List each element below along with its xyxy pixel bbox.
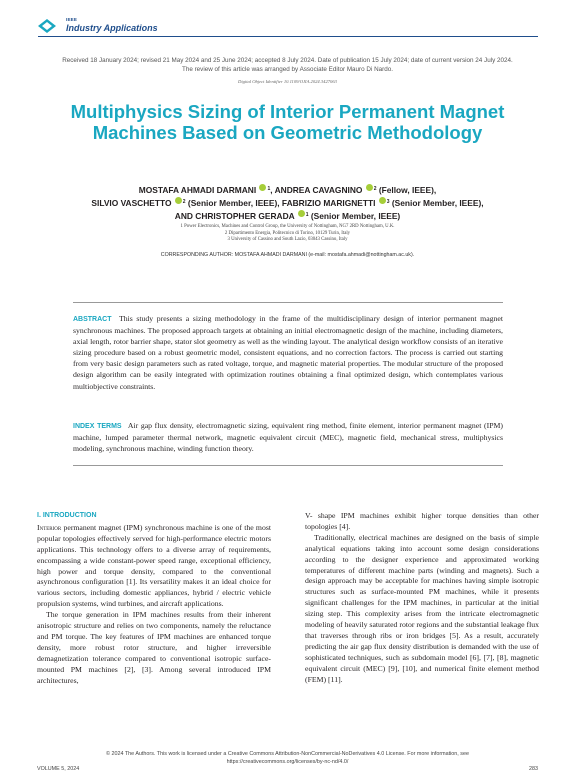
journal-publisher: IEEE xyxy=(66,17,78,22)
affiliation-line: 3 University of Cassino and South Lazio, 03043 Cassino, Italy xyxy=(227,237,348,243)
abstract-label: ABSTRACT xyxy=(73,316,112,323)
orcid-icon[interactable] xyxy=(379,197,386,204)
affiliation-sup: 2 xyxy=(373,186,377,192)
author-name: ANDREA CAVAGNINO xyxy=(274,185,363,195)
index-terms-label: INDEX TERMS xyxy=(73,423,122,430)
abstract-top-rule xyxy=(73,302,503,303)
doi-line[interactable]: Digital Object Identifier 10.1109/OJIA.2024.3427063 xyxy=(238,79,337,84)
paper-title: Multiphysics Sizing of Interior Permanent Magnet Machines Based on Geometric Methodology xyxy=(70,101,505,143)
header-divider xyxy=(38,36,538,37)
author-name: MOSTAFA AHMADI DARMANI xyxy=(138,185,257,195)
abstract-bottom-rule xyxy=(73,465,503,466)
orcid-icon[interactable] xyxy=(175,197,182,204)
abstract-text: This study presents a sizing methodology in the frame of the multidisciplinary design of interior permanent magnet synchronous machines. The proposed approach targets at obtaining an initial electromagnetic design of the machine, including diameters, axial length, rotor barrier shape, stator slot geometry as well as the winding layout. The analytical design workflow consists of an iterative sizing procedure based on a robust geometric model, consistent equations, and no correction factors. The process is carried out starting from very basic design parameters such as rated voltage, torque, and magnetic material properties. The modular structure of the proposed design algorithm can be easily integrated with optimization routines obtaining a final optimized design, which contemplates various multiobjective constraints. xyxy=(73,314,503,391)
author-list: MOSTAFA AHMADI DARMANI $^1$, ANDREA CAVAGNINO $^2$ (Fellow, IEEE), SILVIO VASCHETTO $^2$ (Senior Member, IEEE), FABRIZIO MARIGNETTI $^3$ (Senior Member, IEEE), AND CHRISTOPHER GERADA $^1$ (Senior Member, IEEE) xyxy=(91,185,484,222)
license-text: © 2024 The Authors. This work is licensed under a Creative Commons Attribution-NonCommercial-NoDerivatives 4.0 License. For more information, see xyxy=(105,751,469,757)
affiliation-line: 2 Dipartimento Energia, Politecnico di Torino, 10129 Turin, Italy xyxy=(224,230,351,236)
index-terms-text: Air gap flux density, electromagnetic sizing, equivalent ring method, finite element, interior permanent magnet (IPM) machine, lumped parameter thermal network, magnetic equivalent circuit (MEC), magnetic field, mechanical stress, multiphysics modeling, synchronous machine, winding function theory. xyxy=(73,421,503,454)
volume-label: VOLUME 5, 2024 xyxy=(37,766,80,772)
body-paragraph: V- shape IPM machines exhibit higher torque densities than other topologies [4]. xyxy=(305,511,539,531)
affiliation-sup: 3 xyxy=(386,199,390,206)
affiliations xyxy=(60,224,515,244)
author-membership: (Senior Member, IEEE), xyxy=(391,198,484,209)
affiliation-sup: 2 xyxy=(182,199,186,206)
index-terms xyxy=(73,420,503,454)
page-number: 283 xyxy=(529,766,538,772)
corresponding-author: CORRESPONDING AUTHOR: MOSTAFA AHMADI DARMANI (e-mail: mostafa.ahmadi@nottingham.ac.uk). xyxy=(160,252,415,258)
author-membership: (Senior Member, IEEE) xyxy=(310,211,401,222)
author-conjunction: AND xyxy=(174,211,193,222)
author-membership: (Senior Member, IEEE), xyxy=(187,198,280,209)
body-column-left xyxy=(37,511,271,687)
author-membership: (Fellow, IEEE), xyxy=(378,185,437,195)
affiliation-sup: 1 xyxy=(267,186,271,192)
orcid-icon[interactable] xyxy=(259,184,266,191)
body-paragraph: Traditionally, electrical machines are designed on the basis of simple analytical equations taking into account some design considerations according to the designer experience and approximated working temperatures of different machine parts (winding and magnets). Such a design approach may be acceptable for machines having simple isotropic structures such as surface-mounted PM machines, while it presents significant challenges for the IPM machines, in particular at the initial sizing step. This complexity arises from the intricate electromagnetic modeling of heavily saturated rotor regions and the substantial leakage flux that traverses through ribs or iron bridges [5]. As a result, accurately predicting the air gap flux density distribution is demanded with the use of sophisticated techniques, such as subdomain model [6], [7], [8], magnetic equivalent circuit (MEC) [9], [10], and numerical finite element method (FEM) [11]. xyxy=(305,532,539,684)
orcid-icon[interactable] xyxy=(298,210,305,217)
paragraph-text: permanent magnet (IPM) synchronous machine is one of the most popular topologies effectively served for high-performance electric motors applications. This technology offers to a diverse array of requirements, encompassing a wide constant-power speed range, exceptional efficiency, high power and torque density, compared to the conventional asynchronous configuration [1]. Its versatility makes it an ideal choice for various sectors, including domestic appliances, hybrid / electric vehicle propulsion systems, wind turbines, and aircraft applications. xyxy=(37,522,271,609)
body-column-right xyxy=(305,511,539,686)
author-name: CHRISTOPHER GERADA xyxy=(195,211,295,222)
ieee-logo-icon xyxy=(38,19,56,33)
journal-name: Industry Applications xyxy=(66,23,158,33)
section-heading: I. INTRODUCTION xyxy=(37,512,97,519)
affiliation-line: 1 Power Electronics, Machines and Control Group, the University of Nottingham, NG7 2RD Nottingham, U.K. xyxy=(180,224,395,229)
body-paragraph xyxy=(37,523,271,610)
orcid-icon[interactable] xyxy=(366,184,373,191)
author-name: FABRIZIO MARIGNETTI xyxy=(281,198,376,209)
affiliation-sup: 1 xyxy=(305,212,309,219)
body-paragraph: The torque generation in IPM machines results from their inherent anisotropic structure and relies on two components, namely the reluctance and PM torque. The key features of IPM machines are enhanced torque density, more robust rotor structure, and higher irreversible demagnetization tolerance compared to conventional isotropic surface-mounted PM machines [2], [3]. Among several introduced IPM architectures, xyxy=(37,610,271,685)
dropcap-lead: Interior xyxy=(37,522,62,532)
received-dates: Received 18 January 2024; revised 21 May 2024 and 25 June 2024; accepted 8 July 2024. Date of publication 15 July 2024; date of current version 24 July 2024. The review of this article was arranged by Associate Editor Mauro Di Nardo. xyxy=(62,57,513,73)
author-name: SILVIO VASCHETTO xyxy=(91,198,172,209)
abstract xyxy=(73,313,503,392)
license-link[interactable]: https://creativecommons.org/licenses/by-nc-nd/4.0/ xyxy=(226,759,349,765)
license-notice xyxy=(60,750,515,766)
